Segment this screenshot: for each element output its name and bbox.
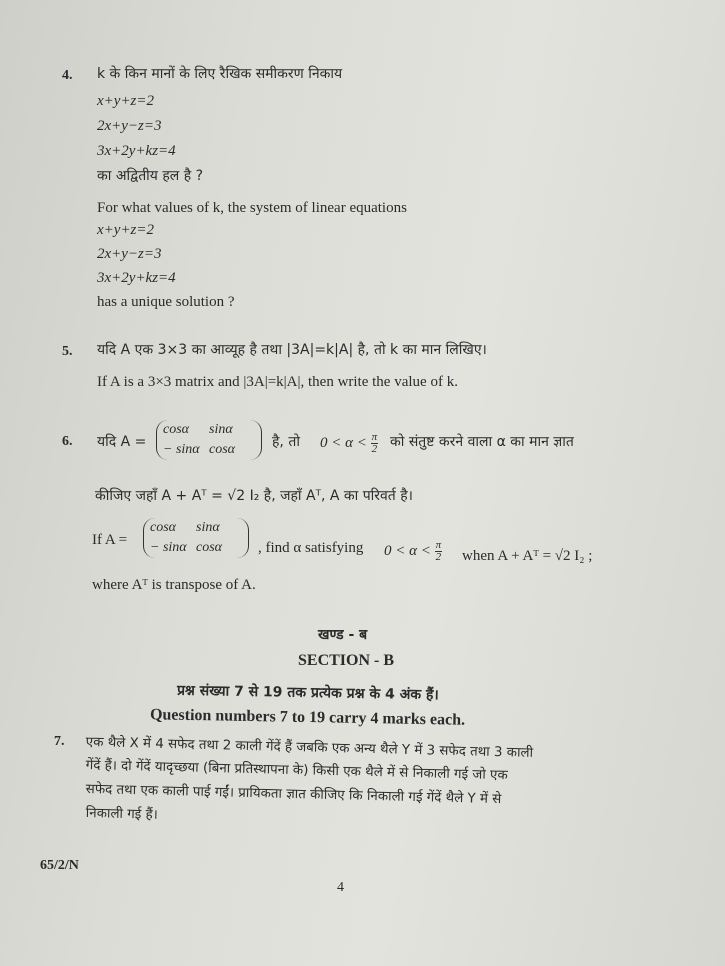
q6-cond-pre: 0 < α < [320,434,367,451]
q6-eng-post: when A + Aᵀ = √2 I₂ ; [462,548,593,564]
q6-me-11: cosα [150,520,177,535]
q4-eq-h-1: x+y+z=2 [97,93,155,109]
q4-hindi-outro: का अद्वितीय हल है ? [97,168,204,184]
q6-hindi-line2: कीजिए जहाँ A + Aᵀ = √2 I₂ है, जहाँ Aᵀ, A का परिवर्त है। [95,488,413,504]
q4-eq-h-2: 2x+y−z=3 [97,118,162,134]
q6-hindi-post: को संतुष्ट करने वाला α का मान ज्ञात [390,434,574,450]
q6-eng-frac-den: 2 [435,551,442,563]
q7-number: 7. [54,734,65,749]
q6-frac-den: 2 [371,443,378,455]
q4-english-intro: For what values of k, the system of linear equations [97,200,407,216]
paper-code: 65/2/N [40,858,79,873]
q6-m-21: − sinα [163,442,200,457]
q7-line-2: गेंदें हैं। दो गेंदें यादृच्छया (बिना प्रतिस्थापना के) किसी एक थैले में से निकाली गई जो एक [85,757,508,784]
q6-eng-condition [384,540,442,563]
q7-line-3: सफेद तथा एक काली पाई गईं। प्रायिकता ज्ञात कीजिए कि निकाली गई गेंदें थैले Y में से [85,781,502,808]
q4-eq-e-3: 3x+2y+kz=4 [97,270,176,286]
q6-me-22: cosα [196,540,223,555]
section-hindi-title: खण्ड - ब [318,627,368,643]
q6-condition [320,432,378,455]
page-number: 4 [337,880,344,895]
section-hindi-note: प्रश्न संख्या 7 से 19 तक प्रत्येक प्रश्न के 4 अंक हैं। [176,682,439,704]
q6-eng-mid: , find α satisfying [258,540,364,556]
q6-eng-cond-pre: 0 < α < [384,542,431,559]
q4-eq-e-2: 2x+y−z=3 [97,246,162,262]
q6-frac-num: π [371,431,378,443]
q6-eng-line2: where Aᵀ is transpose of A. [92,577,256,593]
q6-m-12: sinα [209,422,233,437]
q4-eq-e-1: x+y+z=2 [97,222,155,238]
q6-m-11: cosα [163,422,190,437]
q4-english-outro: has a unique solution ? [97,294,235,310]
q6-eng-frac [435,540,443,563]
q4-hindi-intro: k के किन मानों के लिए रैखिक समीकरण निकाय [97,66,343,82]
q6-me-12: sinα [196,520,220,535]
q6-me-21: − sinα [150,540,187,555]
q6-number: 6. [62,434,73,449]
section-english-note: Question numbers 7 to 19 carry 4 marks each. [149,706,466,729]
q4-number: 4. [62,68,73,83]
q7-line-4: निकाली गई हैं। [85,805,158,823]
q7-line-1: एक थैले X में 4 सफेद तथा 2 काली गेंदें हैं जबकि एक अन्य थैले Y में 3 सफेद तथा 3 काली [85,734,534,761]
q6-hindi-pre: यदि A = [97,434,147,450]
q4-eq-h-3: 3x+2y+kz=4 [97,143,176,159]
q6-matrix-hindi [156,420,262,460]
q5-number: 5. [62,344,73,359]
q6-hindi-mid: है, तो [272,434,300,450]
q6-frac [371,432,379,455]
q5-english: If A is a 3×3 matrix and |3A|=k|A|, then write the value of k. [97,374,458,390]
q6-matrix-english [143,518,249,558]
q5-hindi: यदि A एक 3×3 का आव्यूह है तथा |3A|=k|A| है, तो k का मान लिखिए। [97,342,487,358]
q6-m-22: cosα [209,442,236,457]
q6-eng-frac-num: π [435,539,442,551]
section-english-title: SECTION - B [298,652,395,669]
q6-eng-pre: If A = [92,532,128,548]
